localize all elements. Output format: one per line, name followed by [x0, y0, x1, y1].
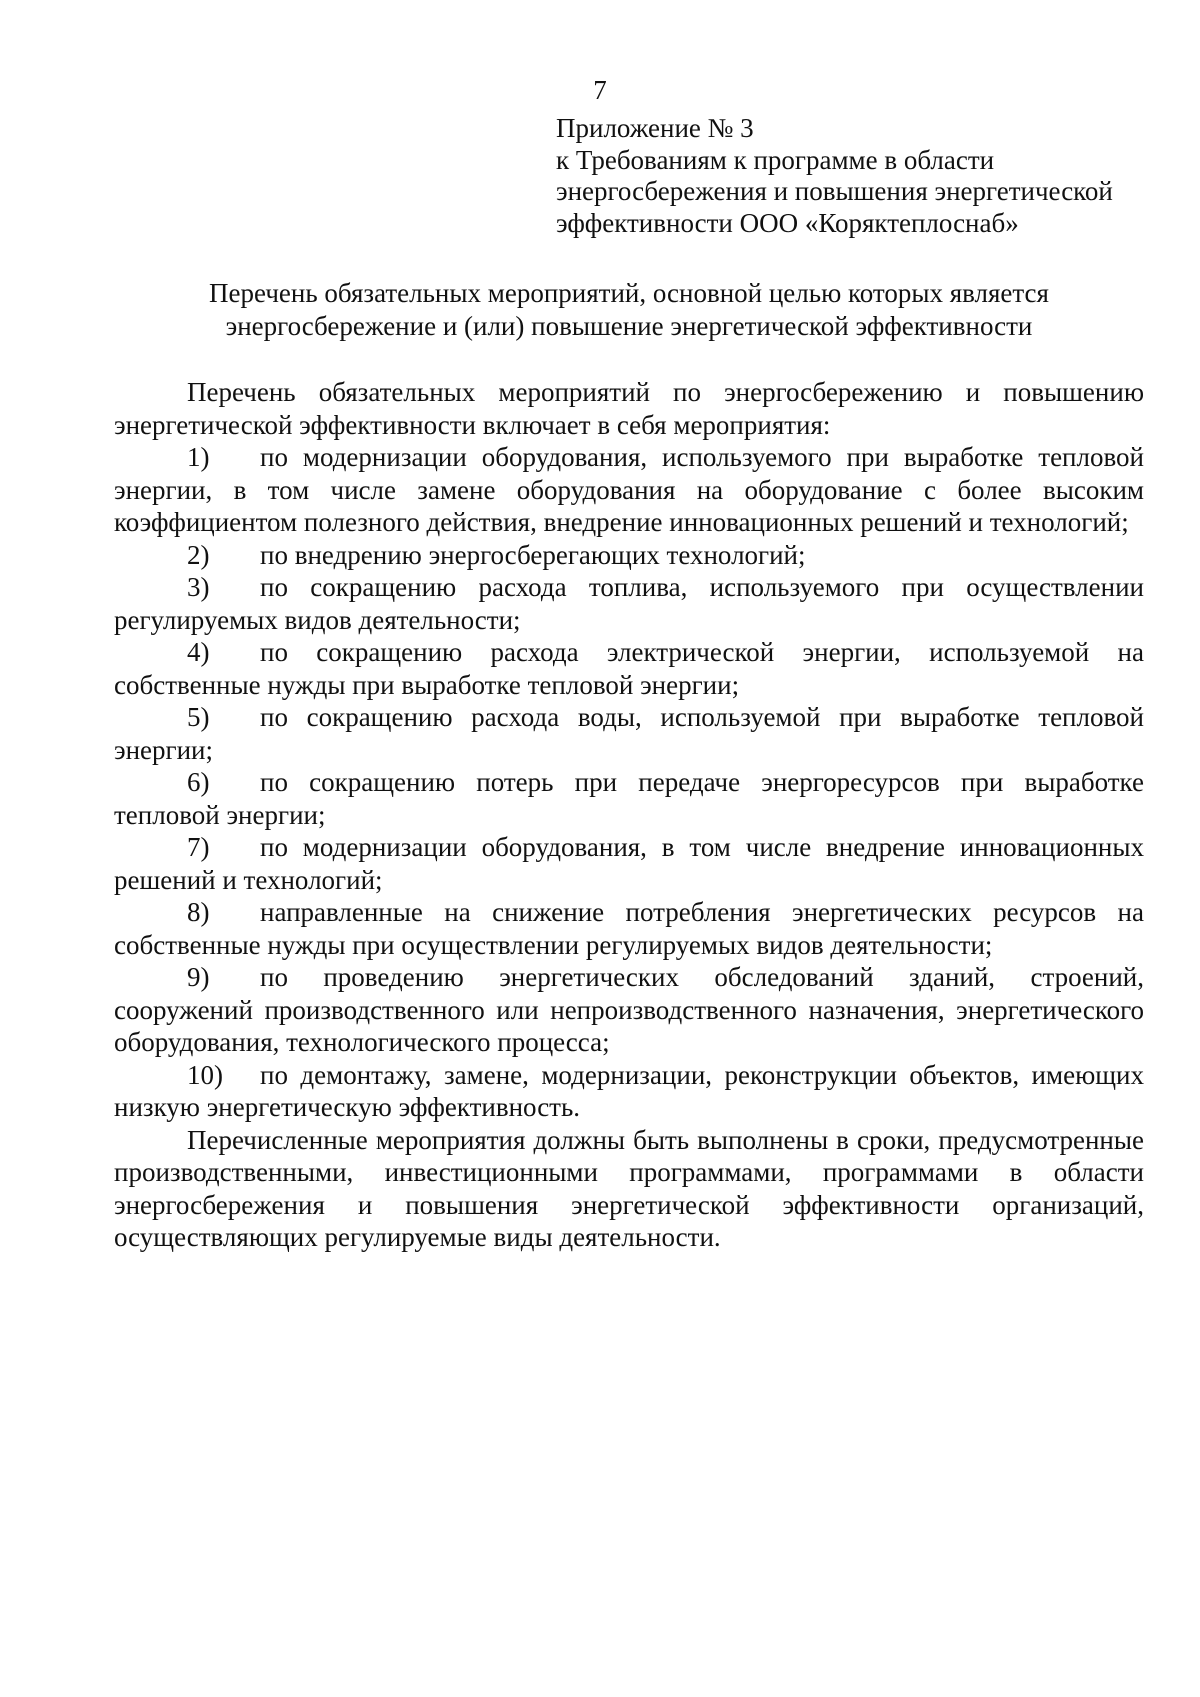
list-item	[114, 831, 1144, 896]
intro-paragraph: Перечень обязательных мероприятий по энергосбережению и повышению энергетической эффективности включает в себя мероприятия:	[114, 377, 1144, 440]
closing-paragraph: Перечисленные мероприятия должны быть выполнены в сроки, предусмотренные производственными, инвестиционными программами, программами в области энергосбережения и повышения энергетической эффективности организаций, осуществляющих регулируемые виды деятельности.	[114, 1124, 1144, 1252]
list-item-number: 9)	[187, 962, 210, 992]
appendix-line: Приложение № 3	[556, 113, 754, 143]
list-item-text: по модернизации оборудования, используемого при выработке тепловой энергии, в том числе замене оборудования на оборудование с более высоким коэффициентом полезного действия, внедрение инновационных решений и технологий;	[114, 442, 1144, 537]
appendix-line: энергосбережения и повышения энергетической	[556, 176, 1113, 206]
list-item-number: 6)	[187, 767, 210, 797]
title-line: Перечень обязательных мероприятий, основной целью которых является	[209, 278, 1049, 308]
list-item-text: по модернизации оборудования, в том числе внедрение инновационных решений и технологий;	[114, 832, 1144, 895]
list-item-text: по сокращению расхода воды, используемой при выработке тепловой энергии;	[114, 702, 1144, 765]
list-item	[114, 441, 1144, 539]
list-item-number: 2)	[187, 539, 210, 570]
title-line: энергосбережение и (или) повышение энергетической эффективности	[225, 310, 1033, 341]
list-item-number: 5)	[187, 702, 210, 732]
list-item-number: 8)	[187, 897, 210, 927]
list-item	[114, 961, 1144, 1059]
list-item-number: 1)	[187, 442, 210, 472]
list-item	[114, 636, 1144, 701]
document-body	[114, 376, 1144, 1254]
list-item-text: по сокращению расхода электрической энергии, используемой на собственные нужды при выработке тепловой энергии;	[114, 637, 1144, 700]
list-item	[114, 896, 1144, 961]
list-item-text: направленные на снижение потребления энергетических ресурсов на собственные нужды при осуществлении регулируемых видов деятельности;	[114, 897, 1144, 960]
document-title	[114, 277, 1144, 342]
list-item	[114, 766, 1144, 831]
appendix-line: к Требованиям к программе в области	[556, 144, 995, 175]
list-item-text: по сокращению потерь при передаче энергоресурсов при выработке тепловой энергии;	[114, 767, 1144, 830]
list-item-text: по проведению энергетических обследований зданий, строений, сооружений производственного или непроизводственного назначения, энергетического оборудования, технологического процесса;	[114, 962, 1144, 1057]
list-item-text: по внедрению энергосберегающих технологий;	[260, 539, 806, 570]
list-item	[114, 701, 1144, 766]
page-number: 7	[593, 75, 607, 105]
list-item	[114, 539, 1144, 572]
list-item-text: по сокращению расхода топлива, используемого при осуществлении регулируемых видов деятельности;	[114, 572, 1144, 635]
appendix-header	[556, 113, 1156, 239]
list-item-number: 7)	[187, 832, 210, 862]
list-item	[114, 571, 1144, 636]
appendix-line: эффективности ООО «Коряктеплоснаб»	[556, 207, 1019, 238]
list-item-number: 4)	[187, 637, 210, 667]
list-item-number: 3)	[187, 572, 210, 602]
list-item	[114, 1059, 1144, 1124]
list-item-number: 10)	[187, 1059, 223, 1090]
list-item-text: по демонтажу, замене, модернизации, реконструкции объектов, имеющих низкую энергетическую эффективность.	[114, 1059, 1144, 1122]
